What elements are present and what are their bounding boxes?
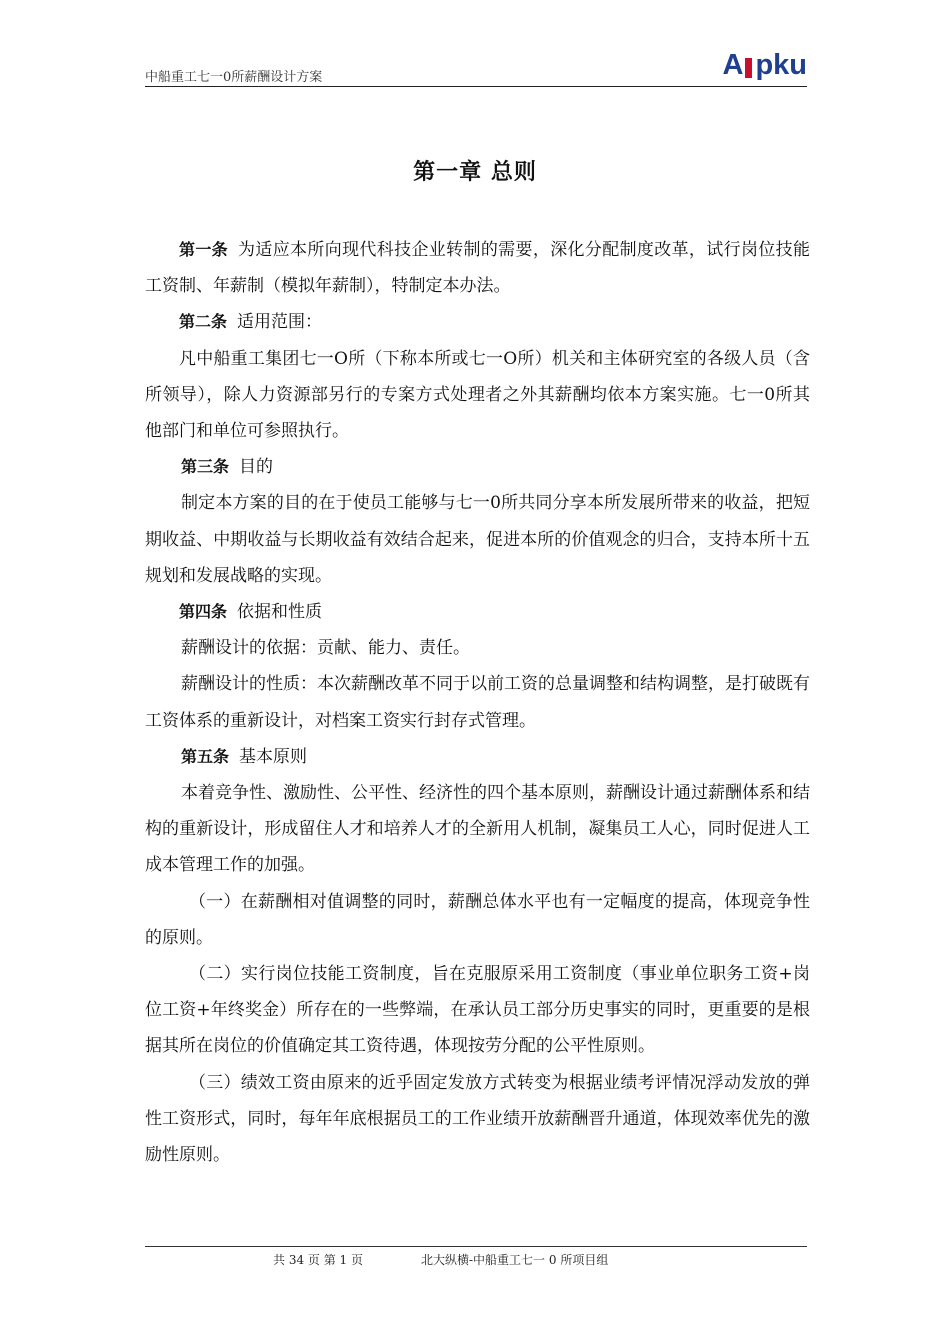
article-2 <box>145 304 810 340</box>
logo-mark-icon <box>745 58 752 78</box>
page-header <box>145 49 807 86</box>
chapter-title: 第一章 总则 <box>413 160 537 185</box>
logo-text-left: A <box>722 49 744 81</box>
article-1 <box>145 232 810 304</box>
article-text: 依据和性质 <box>237 602 323 623</box>
paragraph: 薪酬设计的依据：贡献、能力、责任。 <box>181 638 470 659</box>
article-3 <box>145 449 810 485</box>
article-text: 目的 <box>239 457 274 478</box>
footer-divider <box>145 1246 807 1247</box>
principle-item: （一）在薪酬相对值调整的同时，薪酬总体水平也有一定幅度的提高，体现竞争性的原则。 <box>145 891 810 948</box>
footer-group: 北大纵横-中船重工七一 0 所项目组 <box>421 1253 609 1267</box>
article-5 <box>145 739 810 775</box>
article-text: 适用范围： <box>237 312 323 333</box>
paragraph: 本着竞争性、激励性、公平性、经济性的四个基本原则，薪酬设计通过薪酬体系和结构的重新设计，形成留住人才和培养人才的全新用人机制，凝集员工人心，同时促进人工成本管理工作的加强。 <box>145 783 810 876</box>
logo-text-right: pku <box>755 49 807 81</box>
principle-item: （三）绩效工资由原来的近乎固定发放方式转变为根据业绩考评情况浮动发放的弹性工资形式，同时，每年年底根据员工的工作业绩开放薪酬晋升通道，体现效率优先的激励性原则。 <box>145 1072 810 1166</box>
article-label: 第五条 <box>181 746 230 766</box>
article-label: 第二条 <box>179 312 228 332</box>
article-text: 基本原则 <box>239 746 308 767</box>
principle-item: （二）实行岗位技能工资制度，旨在克服原采用工资制度（事业单位职务工资+岗位工资+年终奖金）所存在的一些弊端，在承认员工部分历史事实的同时，更重要的是根据其所在岗位的价值确定其工资待遇，体现按劳分配的公平性原则。 <box>145 964 810 1057</box>
allpku-logo <box>722 49 807 82</box>
paragraph: 凡中船重工集团七一O所（下称本所或七一O所）机关和主体研究室的各级人员（含所领导），除人力资源部另行的专案方式处理者之外其薪酬均依本方案实施。七一0所其他部门和单位可参照执行。 <box>145 348 810 442</box>
header-title: 中船重工七一0所薪酬设计方案 <box>145 70 323 85</box>
article-text: 为适应本所向现代科技企业转制的需要，深化分配制度改革，试行岗位技能工资制、年薪制（模拟年薪制），特制定本办法。 <box>145 240 810 297</box>
article-label: 第四条 <box>179 602 228 622</box>
article-label: 第三条 <box>181 457 230 477</box>
header-divider <box>145 86 807 87</box>
page-info: 共 34 页 第 1 页 <box>273 1253 363 1267</box>
paragraph: 制定本方案的目的在于使员工能够与七一0所共同分享本所发展所带来的收益，把短期收益、中期收益与长期收益有效结合起来，促进本所的价值观念的归合，支持本所十五规划和发展战略的实现。 <box>145 493 810 586</box>
article-label: 第一条 <box>179 240 229 259</box>
paragraph: 薪酬设计的性质：本次薪酬改革不同于以前工资的总量调整和结构调整，是打破既有工资体系的重新设计，对档案工资实行封存式管理。 <box>145 674 810 731</box>
document-body <box>145 232 810 1173</box>
article-4 <box>145 594 810 630</box>
